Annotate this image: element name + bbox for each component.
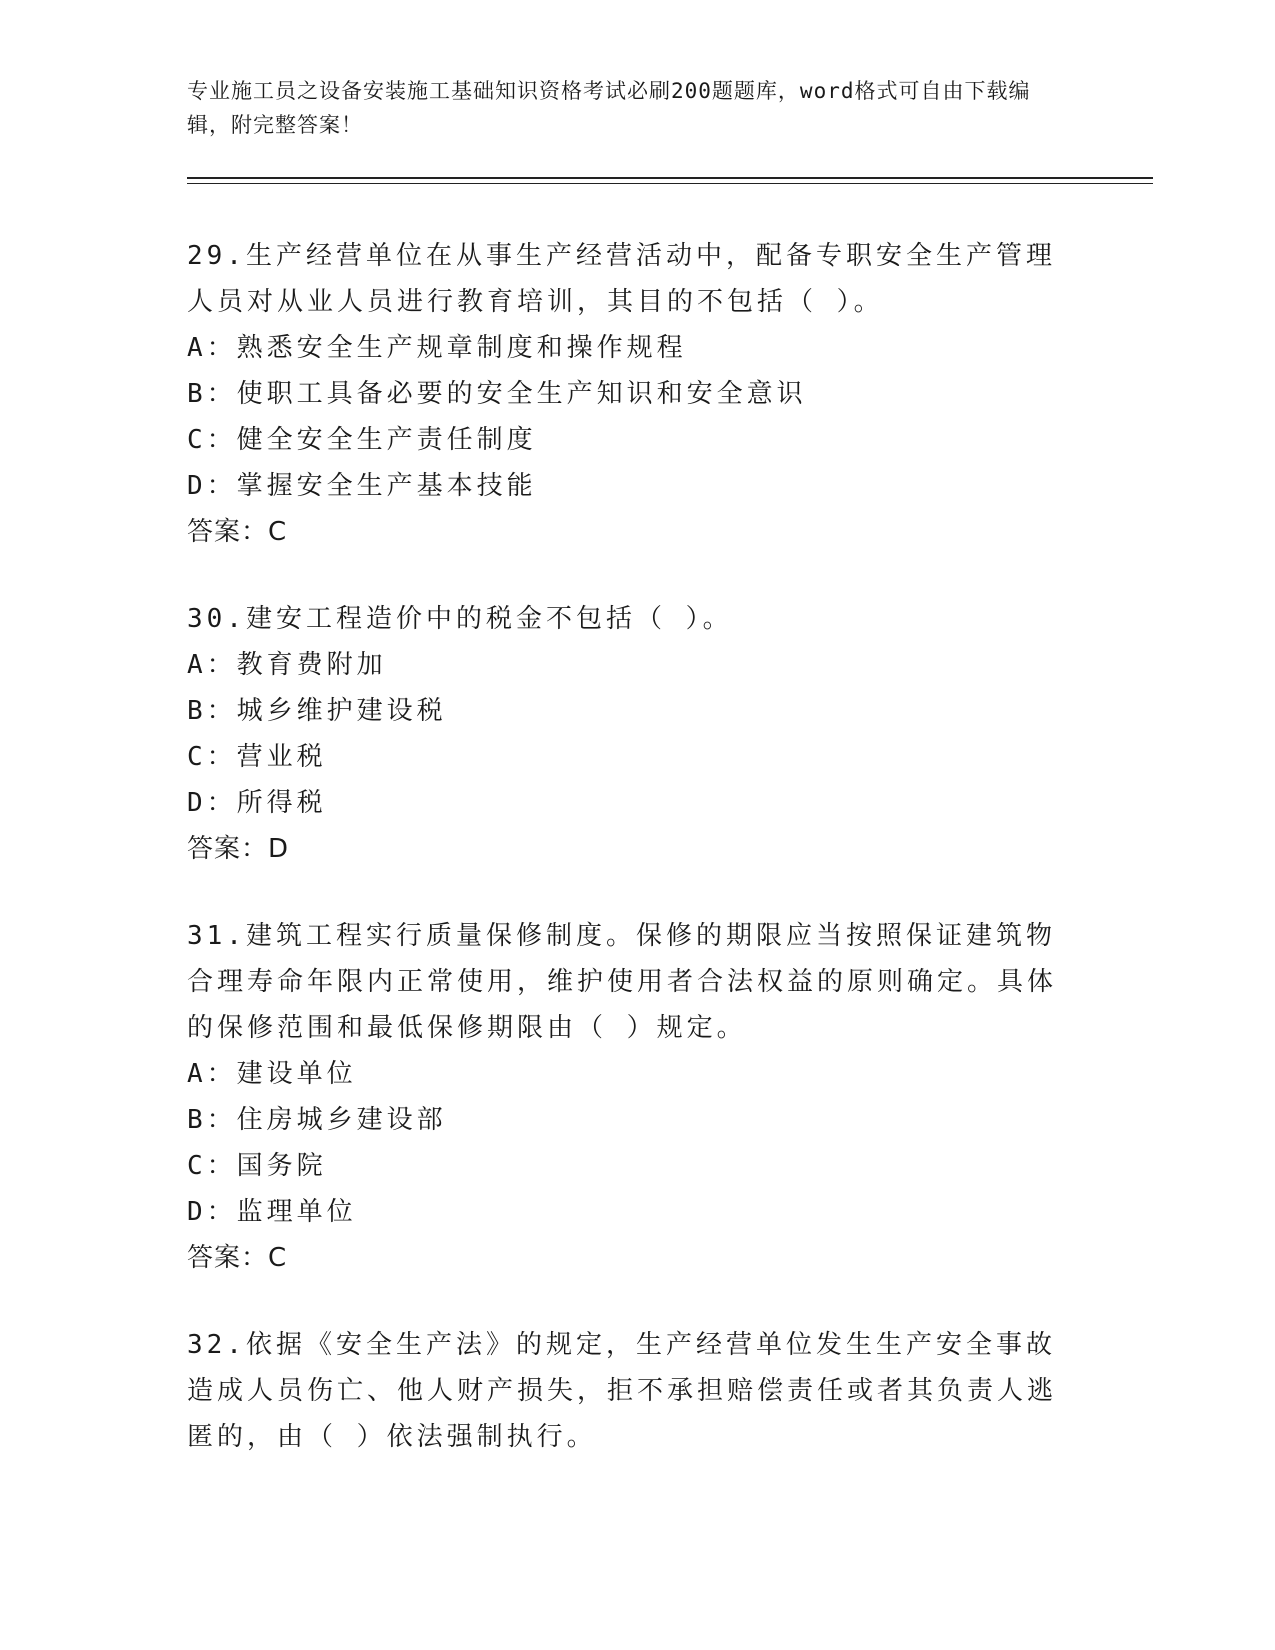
question-31 — [187, 913, 1087, 1281]
option-b: B：城乡维护建设税 — [187, 696, 447, 726]
question-32 — [187, 1322, 1087, 1460]
option-d: D：监理单位 — [187, 1197, 357, 1227]
option-c: C：健全安全生产责任制度 — [187, 425, 537, 455]
option-b: B：住房城乡建设部 — [187, 1105, 447, 1135]
answer: 答案：D — [187, 834, 290, 864]
option-c: C：国务院 — [187, 1151, 327, 1181]
option-d: D：所得税 — [187, 788, 327, 818]
option-b: B：使职工具备必要的安全生产知识和安全意识 — [187, 379, 807, 409]
header-divider-thick — [187, 177, 1153, 179]
question-stem: 29.生产经营单位在从事生产经营活动中，配备专职安全生产管理人员对从业人员进行教育培训，其目的不包括（ ）。 — [187, 241, 1056, 317]
option-a: A：熟悉安全生产规章制度和操作规程 — [187, 333, 687, 363]
document-header: 专业施工员之设备安装施工基础知识资格考试必刷200题题库，word格式可自由下载编辑，附完整答案！ — [187, 79, 1031, 137]
question-stem: 30.建安工程造价中的税金不包括（ ）。 — [187, 604, 733, 634]
answer: 答案：C — [187, 517, 288, 547]
option-a: A：教育费附加 — [187, 650, 387, 680]
question-list — [187, 233, 1087, 1501]
header-divider-thin — [187, 183, 1153, 184]
option-d: D：掌握安全生产基本技能 — [187, 471, 537, 501]
question-29 — [187, 233, 1087, 555]
question-stem: 31.建筑工程实行质量保修制度。保修的期限应当按照保证建筑物合理寿命年限内正常使用，维护使用者合法权益的原则确定。具体的保修范围和最低保修期限由（ ）规定。 — [187, 921, 1058, 1043]
option-c: C：营业税 — [187, 742, 327, 772]
question-stem: 32.依据《安全生产法》的规定，生产经营单位发生生产安全事故造成人员伤亡、他人财产损失，拒不承担赔偿责任或者其负责人逃匿的，由（ ）依法强制执行。 — [187, 1330, 1058, 1452]
answer: 答案：C — [187, 1243, 288, 1273]
question-30 — [187, 596, 1087, 872]
option-a: A：建设单位 — [187, 1059, 357, 1089]
